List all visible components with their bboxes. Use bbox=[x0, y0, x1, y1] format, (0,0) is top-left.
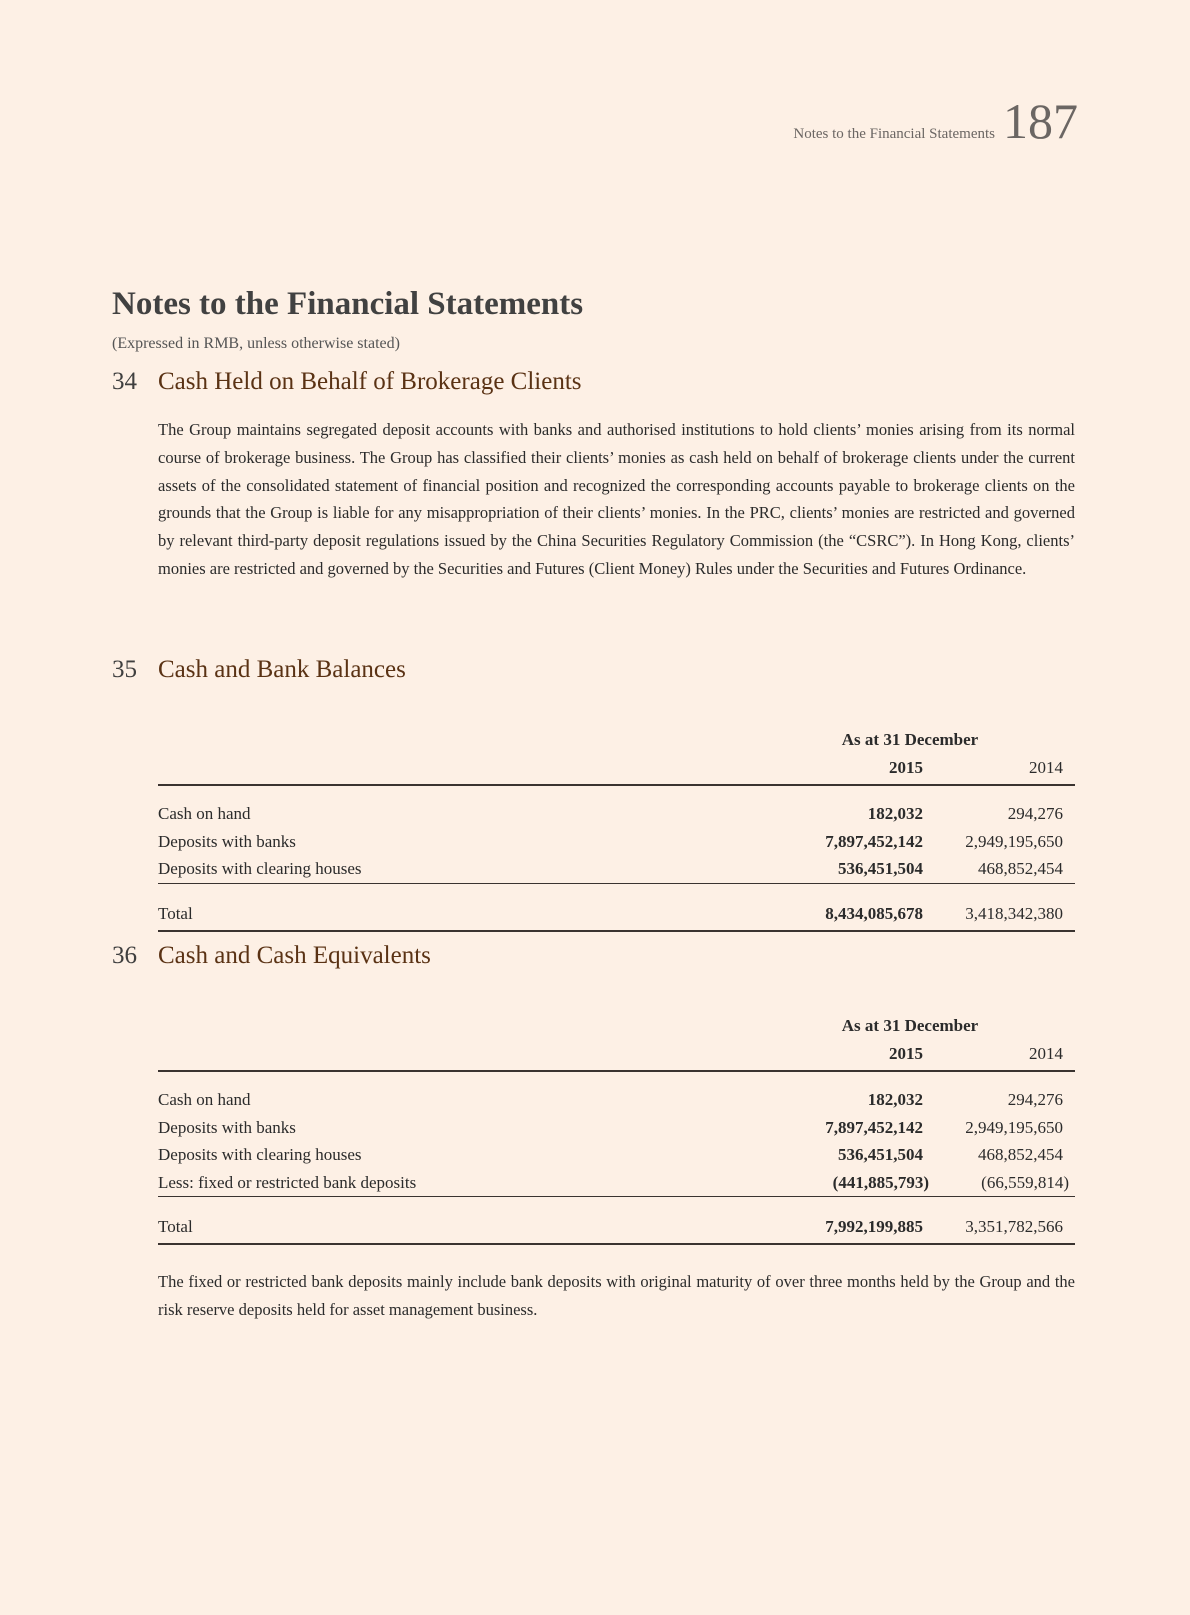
column-header-2014: 2014 bbox=[1029, 758, 1063, 777]
column-header-row bbox=[158, 1040, 1075, 1072]
section-title: Cash Held on Behalf of Brokerage Clients bbox=[158, 368, 582, 395]
column-header-row bbox=[158, 754, 1075, 786]
total-label: Total bbox=[158, 903, 193, 923]
total-2014: 3,351,782,566 bbox=[965, 1217, 1063, 1236]
page-number: 187 bbox=[1003, 93, 1078, 149]
value-2014: 2,949,195,650 bbox=[965, 1117, 1063, 1137]
total-row bbox=[158, 1211, 1075, 1245]
total-label: Total bbox=[158, 1217, 193, 1236]
value-2014: 2,949,195,650 bbox=[965, 831, 1063, 851]
value-2015: 7,897,452,142 bbox=[825, 1117, 923, 1137]
row-label: Cash on hand bbox=[158, 804, 251, 823]
row-label: Less: fixed or restricted bank deposits bbox=[158, 1172, 417, 1192]
table-row bbox=[158, 1169, 1075, 1197]
section-title: Cash and Bank Balances bbox=[158, 656, 406, 683]
value-2015: 182,032 bbox=[867, 804, 923, 823]
value-2014: 468,852,454 bbox=[978, 859, 1063, 878]
value-2015: 7,897,452,142 bbox=[825, 831, 923, 851]
cash-equivalents-table bbox=[158, 1012, 1075, 1245]
column-group-header: As at 31 December bbox=[841, 730, 979, 749]
value-2015: (441,885,793) bbox=[832, 1172, 929, 1192]
total-2015: 7,992,199,885 bbox=[825, 1217, 923, 1236]
table-row bbox=[158, 828, 1075, 856]
total-row bbox=[158, 898, 1075, 932]
total-2015: 8,434,085,678 bbox=[825, 903, 923, 923]
section-heading-34 bbox=[112, 368, 582, 396]
cash-bank-balances-table bbox=[158, 726, 1075, 932]
section-number: 36 bbox=[112, 942, 137, 969]
table-row bbox=[158, 1114, 1075, 1142]
page-subtitle: (Expressed in RMB, unless otherwise stated) bbox=[112, 335, 400, 352]
running-head bbox=[793, 93, 1078, 149]
section-number: 35 bbox=[112, 656, 137, 683]
section-36-footnote: The fixed or restricted bank deposits mainly include bank deposits with original maturity of over three months held by the Group and the risk reserve deposits held for asset management business. bbox=[158, 1272, 1075, 1319]
section-heading-36 bbox=[112, 942, 431, 970]
table-row bbox=[158, 800, 1075, 828]
section-34-body: The Group maintains segregated deposit accounts with banks and authorised institutions to hold clients’ monies arising from its normal course of brokerage business. The Group has classified their clients’ monies as cash held on behalf of brokerage clients under the current assets of the consolidated statement of financial position and recognized the corresponding accounts payable to brokerage clients on the grounds that the Group is liable for any misappropriation of their clients’ monies. In the PRC, clients’ monies are restricted and governed by relevant third-party deposit regulations issued by the China Securities Regulatory Commission (the “CSRC”). In Hong Kong, clients’ monies are restricted and governed by the Securities and Futures (Client Money) Rules under the Securities and Futures Ordinance. bbox=[158, 420, 1075, 578]
row-label: Deposits with banks bbox=[158, 1117, 296, 1137]
value-2014: 294,276 bbox=[1007, 1090, 1063, 1109]
value-2014: 294,276 bbox=[1007, 804, 1063, 823]
value-2015: 536,451,504 bbox=[838, 859, 923, 878]
value-2015: 536,451,504 bbox=[838, 1145, 923, 1164]
total-2014: 3,418,342,380 bbox=[965, 903, 1063, 923]
row-label: Deposits with clearing houses bbox=[158, 859, 362, 878]
column-header-2015: 2015 bbox=[889, 758, 923, 777]
column-header-2015: 2015 bbox=[889, 1044, 923, 1063]
section-heading-35 bbox=[112, 656, 406, 684]
column-header-2014: 2014 bbox=[1029, 1044, 1063, 1063]
table-row bbox=[158, 1141, 1075, 1169]
table-row bbox=[158, 1086, 1075, 1114]
section-number: 34 bbox=[112, 368, 137, 395]
section-title: Cash and Cash Equivalents bbox=[158, 942, 431, 969]
value-2014: (66,559,814) bbox=[981, 1172, 1069, 1192]
table-row bbox=[158, 855, 1075, 883]
page-title: Notes to the Financial Statements bbox=[112, 286, 584, 322]
row-label: Cash on hand bbox=[158, 1090, 251, 1109]
row-label: Deposits with clearing houses bbox=[158, 1145, 362, 1164]
column-group-header: As at 31 December bbox=[841, 1016, 979, 1035]
running-head-title: Notes to the Financial Statements bbox=[793, 126, 995, 142]
row-label: Deposits with banks bbox=[158, 831, 296, 851]
value-2015: 182,032 bbox=[867, 1090, 923, 1109]
value-2014: 468,852,454 bbox=[978, 1145, 1063, 1164]
